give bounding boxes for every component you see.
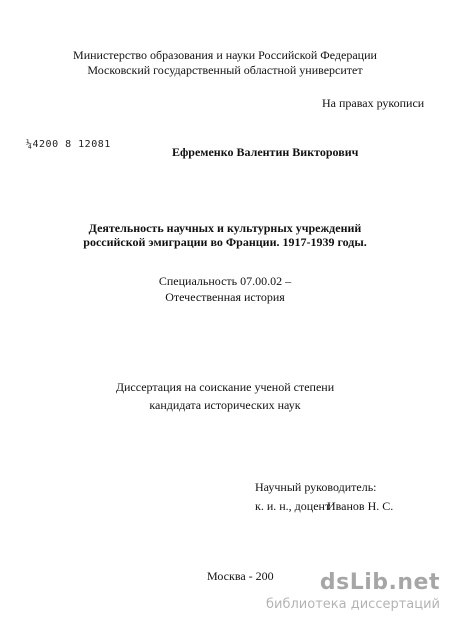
author-name: Ефременко Валентин Викторович [172, 145, 359, 159]
supervisor-label: Научный руководитель: [255, 480, 377, 494]
supervisor-name: Иванов Н. С. [327, 499, 394, 513]
rights-note: На правах рукописи [322, 96, 425, 110]
dslib-watermark [255, 570, 440, 612]
title-line-2: российской эмиграции во Франции. 1917-1939 годы. [83, 235, 367, 249]
dslib-logo: dsLib.net [319, 570, 440, 595]
ministry-line: Министерство образования и науки Российской Федерации [73, 48, 377, 62]
place-year: Москва - 200 [207, 569, 274, 583]
dissertation-line-1: Диссертация на соискание ученой степени [115, 380, 335, 394]
university-line: Московский государственный областной университет [87, 63, 363, 77]
dissertation-line-2: кандидата исторических наук [149, 398, 301, 412]
dslib-subtitle: библиотека диссертаций [266, 597, 440, 612]
specialty-line-2: Отечественная история [165, 290, 285, 304]
specialty-line-1: Специальность 07.00.02 – [158, 274, 292, 288]
supervisor-degree: к. и. н., доцент [255, 499, 331, 513]
library-stamp: ¼4200 8 12081 [26, 139, 111, 150]
title-line-1: Деятельность научных и культурных учреждений [88, 221, 362, 235]
